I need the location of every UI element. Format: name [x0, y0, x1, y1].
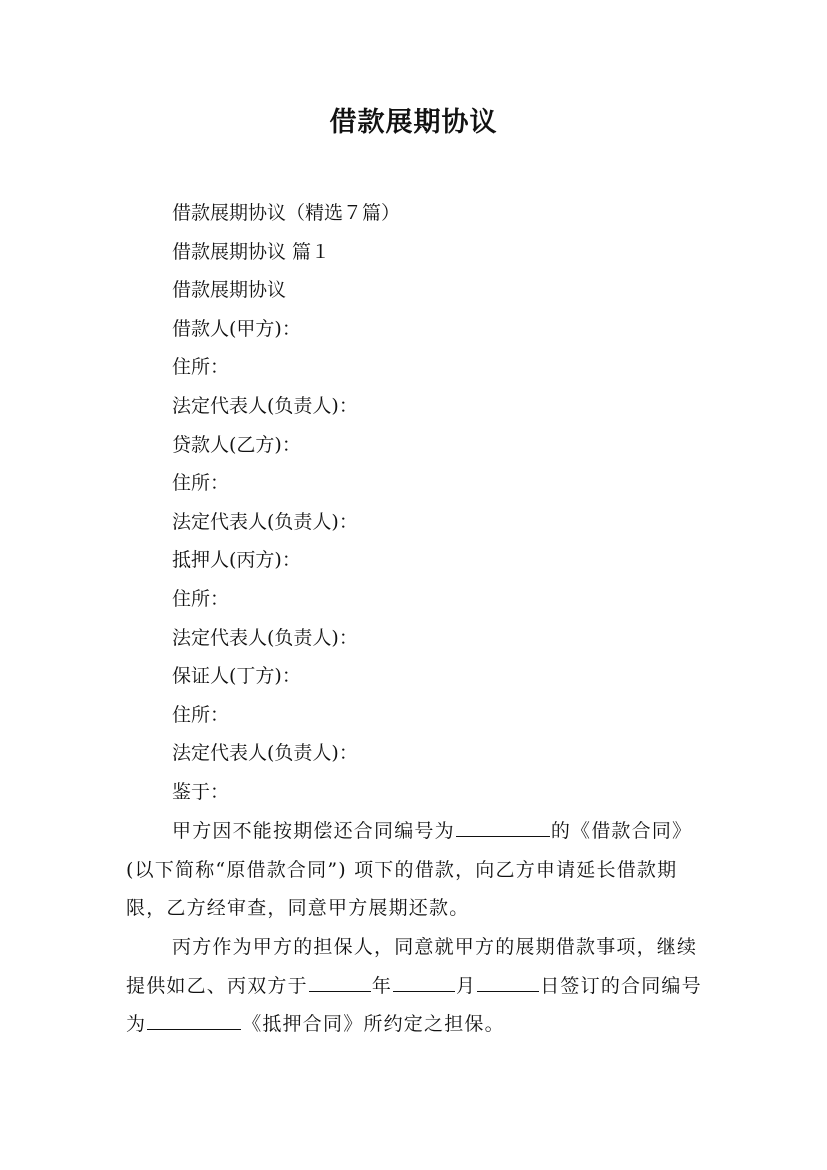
paragraph-extension-request — [126, 812, 706, 928]
agreement-name: 借款展期协议 — [172, 279, 287, 302]
subtitle-line: 借款展期协议（精选７篇） — [172, 202, 401, 224]
header-lines — [172, 194, 732, 812]
month-label: 月 — [456, 974, 477, 997]
year-label: 年 — [371, 974, 393, 997]
contract-number-blank — [456, 835, 550, 837]
guarantor-label: 保证人(丁方)： — [172, 665, 301, 688]
lender-label: 贷款人(乙方)： — [172, 433, 301, 456]
guarantor-representative-label: 法定代表人(负责人)： — [172, 742, 358, 765]
borrower-label: 借款人(甲方)： — [172, 317, 301, 340]
paragraph-guarantee — [126, 928, 706, 1044]
paragraph-text: 《抵押合同》所约定之担保。 — [242, 1013, 505, 1036]
day-blank — [477, 990, 539, 992]
mortgagor-representative-label: 法定代表人(负责人)： — [172, 626, 358, 649]
lender-address-label: 住所： — [172, 472, 230, 495]
paragraph-text: 丙方作为甲方的担保人，同意就甲方的展期借款事项，继续提供如乙、丙双方于 — [126, 936, 698, 997]
whereas-label: 鉴于： — [172, 780, 230, 803]
borrower-address-label: 住所： — [172, 356, 230, 379]
paragraph-text: 日签订的合同编号为 — [126, 974, 702, 1036]
lender-representative-label: 法定代表人(负责人)： — [172, 510, 358, 533]
section-heading: 借款展期协议 篇１ — [172, 240, 331, 263]
guarantor-address-label: 住所： — [172, 703, 230, 726]
paragraph-text: 的《借款合同》(以下简称“原借款合同”) 项下的借款，向乙方申请延长借款期限，乙方经审查，同意甲方展期还款。 — [126, 820, 693, 920]
borrower-representative-label: 法定代表人(负责人)： — [172, 394, 358, 417]
mortgage-contract-number-blank — [147, 1028, 241, 1030]
year-blank — [309, 990, 371, 992]
paragraph-text: 甲方因不能按期偿还合同编号为 — [172, 820, 455, 842]
document-title: 借款展期协议 — [329, 107, 498, 138]
month-blank — [393, 990, 455, 992]
mortgagor-address-label: 住所： — [172, 587, 230, 610]
mortgagor-label: 抵押人(丙方)： — [172, 549, 301, 572]
